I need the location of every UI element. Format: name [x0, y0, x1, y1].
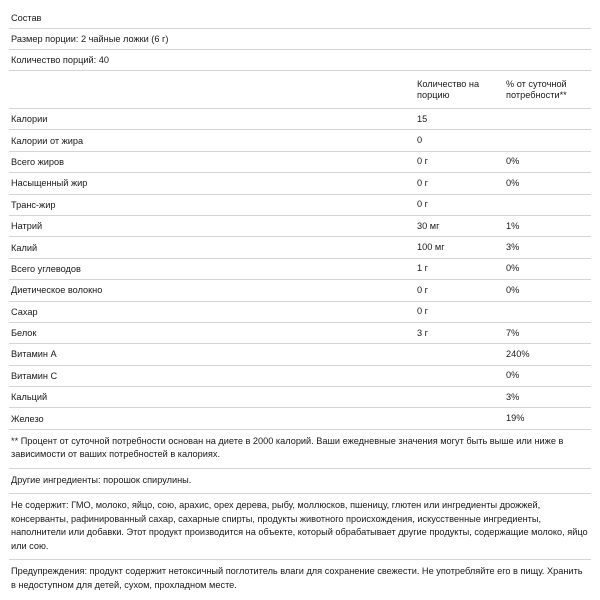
- table-row: [9, 173, 591, 194]
- panel-title: Состав: [9, 8, 591, 29]
- table-row: [9, 195, 591, 216]
- nutrient-daily-value: 240%: [506, 348, 530, 359]
- supplement-facts-panel: [9, 0, 591, 598]
- nutrient-name: Калий: [11, 242, 38, 253]
- table-row: [9, 216, 591, 237]
- nutrient-amount: 0 г: [417, 284, 429, 295]
- nutrient-daily-value: 0%: [506, 284, 520, 295]
- nutrient-daily-value: 0%: [506, 263, 520, 274]
- nutrient-daily-value: 3%: [506, 391, 520, 402]
- footnote: ** Процент от суточной потребности основан на диете в 2000 калорий. Ваши ежедневные значения могут быть выше или ниже в зависимости от ваших потребностей в калориях.: [9, 430, 591, 469]
- table-row: [9, 130, 591, 151]
- nutrient-name: Насыщенный жир: [11, 178, 88, 189]
- header-daily-value: % от суточной потребности**: [506, 78, 567, 100]
- servings-count: Количество порций: 40: [9, 50, 591, 71]
- nutrient-name: Всего углеводов: [11, 263, 81, 274]
- table-row: [9, 344, 591, 365]
- nutrient-amount: 15: [417, 113, 428, 124]
- nutrient-name: Сахар: [11, 306, 38, 317]
- nutrient-amount: 0 г: [417, 177, 429, 188]
- warnings: Предупреждения: продукт содержит нетоксичный поглотитель влаги для сохранение свежести. Не употребляйте его в пищу. Хранить в недоступном для детей, сухом, прохладном месте.: [11, 566, 583, 590]
- table-header: [9, 71, 591, 109]
- table-row: [9, 152, 591, 173]
- table-row: [9, 302, 591, 323]
- table-row: [9, 259, 591, 280]
- nutrient-amount: 0 г: [417, 306, 429, 317]
- nutrient-daily-value: 3%: [506, 242, 520, 253]
- table-row: [9, 366, 591, 387]
- nutrient-table: [9, 109, 591, 430]
- nutrient-name: Белок: [11, 328, 37, 339]
- nutrient-name: Витамин A: [11, 349, 57, 360]
- table-row: [9, 280, 591, 301]
- nutrient-amount: 30 мг: [417, 220, 440, 231]
- nutrient-daily-value: 7%: [506, 327, 520, 338]
- other-ingredients: Другие ингредиенты: порошок спирулины.: [9, 469, 591, 495]
- does-not-contain: Не содержит: ГМО, молоко, яйцо, сою, арахис, орех дерева, рыбу, моллюсков, пшеницу, глютен или ингредиенты дрожжей, консерванты, рафинированный сахар, сахарные спирты, продукты животного происхождения, искусственные ингредиенты, наполнители или добавки. Этот продукт производится на объекте, который обрабатывает другие продукты, содержащие молоко, яйцо или сою.: [9, 494, 591, 560]
- nutrient-amount: 0: [417, 135, 423, 146]
- nutrient-daily-value: 19%: [506, 413, 525, 424]
- serving-size: Размер порции: 2 чайные ложки (6 г): [9, 29, 591, 50]
- nutrient-name: Витамин C: [11, 370, 58, 381]
- table-row: [9, 408, 591, 429]
- nutrient-amount: 1 г: [417, 263, 429, 274]
- table-row: [9, 109, 591, 130]
- table-row: [9, 237, 591, 258]
- nutrient-amount: 0 г: [417, 156, 429, 167]
- table-row: [9, 387, 591, 408]
- nutrient-daily-value: 0%: [506, 177, 520, 188]
- table-row: [9, 323, 591, 344]
- nutrient-daily-value: 1%: [506, 220, 520, 231]
- nutrient-amount: 3 г: [417, 327, 429, 338]
- nutrient-name: Калории: [11, 114, 48, 125]
- nutrient-amount: 0 г: [417, 199, 429, 210]
- nutrient-name: Кальций: [11, 392, 48, 403]
- header-amount: Количество на порцию: [417, 78, 480, 100]
- nutrient-name: Железо: [11, 413, 44, 424]
- nutrient-name: Калории от жира: [11, 135, 84, 146]
- nutrient-daily-value: 0%: [506, 370, 520, 381]
- nutrient-name: Диетическое волокно: [11, 285, 103, 296]
- nutrient-name: Натрий: [11, 221, 43, 232]
- nutrient-name: Всего жиров: [11, 156, 65, 167]
- nutrient-daily-value: 0%: [506, 156, 520, 167]
- nutrient-amount: 100 мг: [417, 242, 445, 253]
- nutrient-name: Транс-жир: [11, 199, 56, 210]
